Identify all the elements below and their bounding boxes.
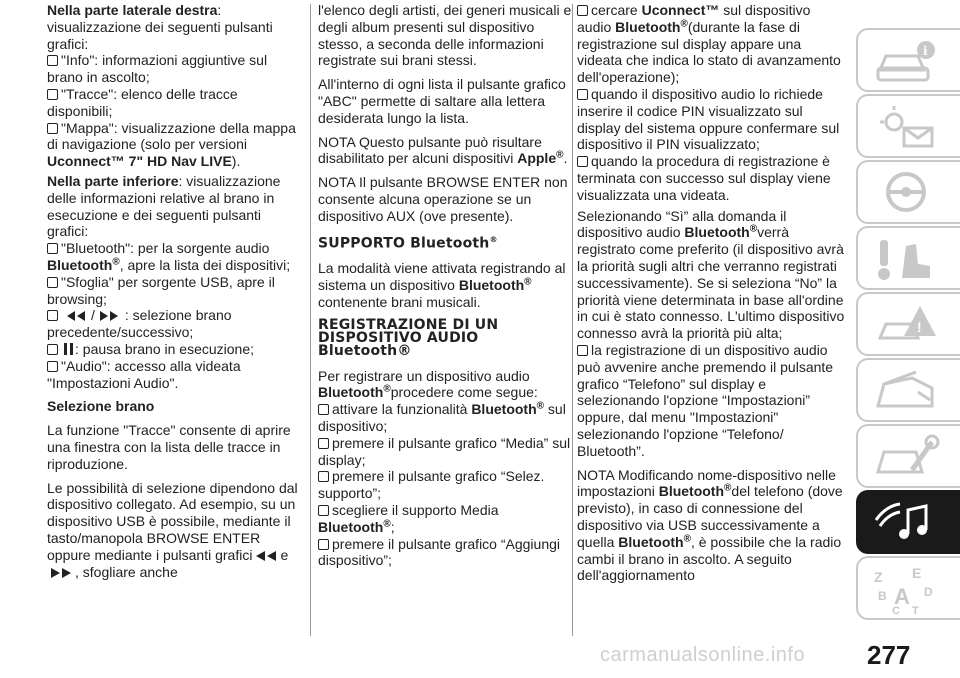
selection-and: e: [280, 546, 289, 563]
step1-text: attivare la funzionalità: [332, 401, 472, 418]
svg-text:C: C: [892, 605, 900, 614]
bt-item-text: "Bluetooth": per la sorgente audio: [61, 240, 270, 257]
search-text: cercare: [591, 2, 642, 18]
search-end: (durante la fase di registrazione sul display appare una videata che indica lo stato di avanzamento dell'operazione);: [577, 18, 841, 86]
registered-mark: ®: [112, 256, 120, 268]
preference-paragraph: [577, 208, 847, 342]
bullet-icon: [577, 345, 588, 356]
list-item: [318, 536, 576, 570]
list-item: [47, 307, 305, 341]
column-divider-1: [310, 4, 311, 636]
register-end: procedere come segue:: [390, 384, 538, 401]
tab-wrench[interactable]: [856, 424, 960, 488]
bt-brand: Bluetooth: [318, 384, 384, 401]
bullet-icon: [47, 344, 58, 355]
abc-paragraph: All'interno di ogni lista il pulsante grafico "ABC" permette di saltare alla lettera desiderata lungo la lista.: [318, 76, 566, 126]
bt-brand: Bluetooth: [658, 483, 725, 500]
index-letters-icon: [872, 564, 948, 614]
tab-road-warning[interactable]: [856, 292, 960, 356]
list-item: [318, 468, 576, 502]
registered-mark: ®: [724, 482, 732, 494]
right-side-text: : visualizzazione dei seguenti pulsanti grafici:: [47, 2, 273, 52]
bt-brand: Bluetooth: [684, 224, 750, 241]
step4-text: scegliere il supporto Media: [332, 501, 499, 518]
car-info-icon: [872, 36, 942, 86]
svg-text:i: i: [923, 44, 928, 58]
register-text: Per registrare un dispositivo audio: [318, 367, 530, 384]
step2-text: premere il pulsante grafico “Media” sul display;: [318, 434, 571, 468]
preference-text: Selezionando “Sì” alla domanda il dispositivo audio: [577, 207, 787, 241]
tab-car-info[interactable]: [856, 28, 960, 92]
slash-separator: /: [91, 307, 95, 324]
supporto-heading-text: SUPPORTO Bluetooth: [318, 235, 490, 252]
mode-paragraph: [318, 260, 576, 310]
apple-brand: Apple: [517, 150, 557, 167]
road-warning-icon: [872, 300, 942, 350]
svg-text:Z: Z: [874, 569, 883, 585]
registered-mark: ®: [683, 533, 691, 545]
svg-text:B: B: [878, 589, 887, 603]
multimedia-icon: [872, 498, 942, 548]
bullet-icon: [47, 123, 58, 134]
step5-text: premere il pulsante grafico “Aggiungi dispositivo”;: [318, 535, 561, 569]
bottom-text: : visualizzazione delle informazioni relative al brano in esecuzione e dei seguenti pulsanti grafici:: [47, 172, 281, 240]
bottom-intro: [47, 173, 305, 240]
sfoglia-item: "Sfoglia" per sorgente USB, apre il browsing;: [47, 273, 275, 307]
next-track-icon: [47, 567, 75, 579]
selezione-brano-heading: Selezione brano: [47, 398, 155, 415]
bullet-icon: [47, 277, 58, 288]
bt-brand: Bluetooth: [615, 18, 681, 35]
registered-mark: ®: [680, 18, 688, 30]
bullet-icon: [577, 5, 588, 16]
bt-brand: Bluetooth: [618, 533, 684, 550]
bullet-icon: [318, 471, 329, 482]
list-item: [47, 240, 305, 274]
bullet-icon: [577, 156, 588, 167]
bt-item-end: , apre la lista dei dispositivi;: [119, 256, 291, 273]
success-text: quando la procedura di registrazione è terminata con successo sul display viene visualizzata una videata.: [577, 153, 831, 203]
list-item: [577, 2, 847, 86]
step3-text: premere il pulsante grafico “Selez. supporto”;: [318, 468, 545, 502]
tracce-item: "Tracce": elenco delle tracce disponibili;: [47, 85, 238, 119]
list-item: [47, 120, 305, 170]
audio-item: "Audio": accesso alla videata "Impostazioni Audio".: [47, 357, 241, 391]
wrench-icon: [872, 432, 942, 482]
mappa-item: "Mappa": visualizzazione della mappa di navigazione (solo per versioni: [47, 119, 296, 153]
list-item: [577, 86, 847, 153]
bullet-icon: [318, 539, 329, 550]
tab-key-seat[interactable]: [856, 226, 960, 290]
column-3: [577, 2, 847, 591]
svg-text:D: D: [924, 585, 933, 599]
bullet-icon: [47, 55, 58, 66]
tab-multimedia[interactable]: [856, 490, 960, 554]
right-side-intro: [47, 2, 305, 52]
prevnext-item: : selezione brano precedente/successivo;: [47, 307, 232, 341]
svg-text:E: E: [912, 565, 922, 581]
bullet-icon: [47, 243, 58, 254]
nav-version-name: Uconnect™ 7" HD Nav LIVE: [47, 153, 232, 170]
list-item: [47, 274, 305, 308]
registered-mark: ®: [383, 383, 391, 395]
step1-end: sul dispositivo;: [318, 401, 566, 434]
list-item: [577, 153, 847, 203]
reg-heading-line3: Bluetooth®: [318, 342, 412, 359]
bt-brand: Bluetooth: [471, 401, 537, 418]
bullet-icon: [318, 505, 329, 516]
watermark: carmanualsonline.info: [600, 644, 806, 666]
nota-rename-mid: del telefono (dove previsto), in caso di connessione del dispositivo via USB successivamente a quella: [577, 483, 843, 550]
steering-wheel-icon: [872, 168, 942, 218]
reg-heading-line1: REGISTRAZIONE DI UN: [318, 316, 499, 333]
column-1: [47, 2, 305, 587]
mode-text: La modalità viene attivata registrando al sistema un dispositivo: [318, 260, 566, 294]
nota-apple-text: NOTA Questo pulsante può risultare disabilitato per alcuni dispositivi: [318, 133, 542, 167]
svg-text:T: T: [912, 605, 919, 614]
previous-track-icon: [252, 550, 280, 562]
next-track-icon: [95, 310, 125, 322]
pause-item: : pausa brano in esecuzione;: [75, 340, 255, 357]
svg-text:A: A: [894, 584, 910, 609]
bullet-icon: [577, 89, 588, 100]
registered-mark: ®: [489, 234, 498, 244]
register-intro: [318, 368, 576, 402]
list-item: [577, 342, 847, 460]
mode-end: contenente brani musicali.: [318, 293, 481, 310]
right-side-heading: Nella parte laterale destra: [47, 2, 218, 18]
bullet-icon: [318, 404, 329, 415]
phone-menu-text: la registrazione di un dispositivo audio può avvenire anche premendo il pulsante grafico “Telefono” sul display e selezionando l'opzione “Impostazioni” oppure, dal menu "Impostazioni" selezionando l'opzione “Telefono/ Bluetooth”.: [577, 341, 834, 459]
bullet-icon: [47, 361, 58, 372]
section-heading-supporto: [318, 233, 576, 251]
nota-rename-text: NOTA Modificando nome-dispositivo nelle impostazioni: [577, 466, 836, 500]
preference-end: verrà registrato come preferito (il dispositivo avrà la priorità sugli altri che verranno registrati successivamente). Se si seleziona “No” la priorità viene determinata in base all'ordine in cui è stato connesso. L'ultimo dispositivo connesso avrà la priorità più alta;: [577, 224, 845, 342]
svg-text:!: !: [917, 319, 922, 335]
nota-rename-end: , è possibile che la radio cambi il brano in ascolto. A seguito dell'aggiornamento: [577, 533, 842, 584]
artists-paragraph: l'elenco degli artisti, dei generi musicali e degli album presenti sul dispositivo stesso, a seconda delle informazioni registrate sui brani stessi.: [318, 2, 572, 69]
bt-brand: Bluetooth: [458, 277, 525, 294]
tab-warning-lights[interactable]: [856, 94, 960, 158]
engine-bay-icon: [872, 366, 942, 416]
bt-brand: Bluetooth: [47, 256, 113, 273]
list-item: [47, 341, 305, 358]
pin-text: quando il dispositivo audio lo richiede inserire il codice PIN visualizzato sul display del sistema oppure confermare sul dispositivo il PIN visualizzato;: [577, 85, 840, 153]
registered-mark: ®: [749, 223, 758, 235]
list-item: [47, 86, 305, 120]
tracce-paragraph: La funzione "Tracce" consente di aprire una finestra con la lista delle tracce in riproduzione.: [47, 422, 291, 472]
registered-mark: ®: [536, 400, 545, 412]
reg-heading-line2: DISPOSITIVO AUDIO: [318, 329, 479, 346]
registered-mark: ®: [556, 149, 564, 161]
search-mid: sul dispositivo audio: [577, 2, 811, 35]
list-item: [47, 358, 305, 392]
tab-engine-bay[interactable]: [856, 358, 960, 422]
selection-paragraph: [47, 480, 305, 581]
warning-lights-icon: [872, 102, 942, 152]
bullet-icon: [47, 310, 58, 321]
bt-brand: Bluetooth: [318, 518, 384, 535]
tab-index[interactable]: [856, 556, 960, 620]
nota-apple-end: .: [563, 150, 568, 167]
registered-mark: ®: [383, 518, 391, 530]
tab-steering[interactable]: [856, 160, 960, 224]
selection-end: , sfogliare anche: [75, 563, 178, 580]
key-seat-icon: [872, 234, 942, 284]
bullet-icon: [47, 89, 58, 100]
step4-end: ;: [390, 518, 395, 535]
list-item: [47, 52, 305, 86]
list-item: [318, 435, 576, 469]
section-heading-registrazione: [318, 316, 576, 359]
page-number: 277: [867, 640, 911, 670]
nota-apple: [318, 134, 576, 168]
nota-rename: [577, 467, 847, 585]
mappa-end: ).: [231, 153, 241, 170]
bullet-icon: [318, 438, 329, 449]
bottom-heading: Nella parte inferiore: [47, 172, 179, 189]
pause-icon: [61, 342, 75, 356]
list-item: [318, 502, 576, 536]
list-item: [318, 401, 576, 435]
registered-mark: ®: [524, 276, 532, 288]
previous-track-icon: [61, 310, 91, 322]
nota-browse: NOTA Il pulsante BROWSE ENTER non consente alcuna operazione se un dispositivo AUX (ove presente).: [318, 174, 568, 224]
info-item: "Info": informazioni aggiuntive sul brano in ascolto;: [47, 52, 268, 86]
selection-text: Le possibilità di selezione dipendono dal dispositivo collegato. Ad esempio, su un dispositivo USB è possibile, mediante il tasto/manopola BROWSE ENTER oppure mediante i pulsanti grafici: [47, 479, 298, 563]
column-2: [318, 2, 576, 569]
uconnect-brand: Uconnect™: [641, 2, 720, 18]
